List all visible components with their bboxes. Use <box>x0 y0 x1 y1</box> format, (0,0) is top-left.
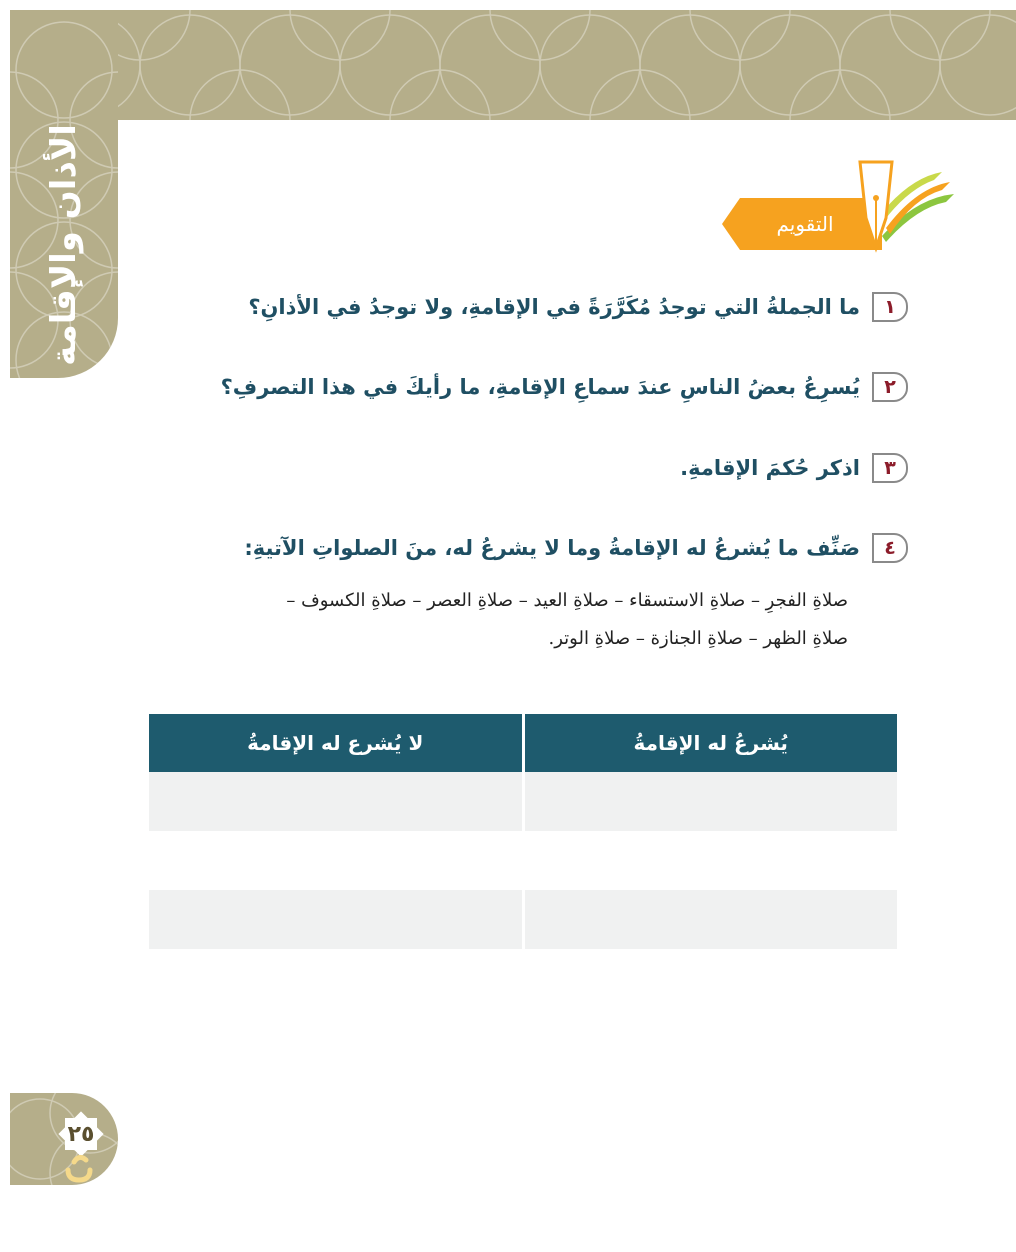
table-row <box>149 890 897 949</box>
question-number: ١ <box>872 292 908 322</box>
column-header-allowed: يُشرعُ له الإقامةُ <box>525 714 898 772</box>
answer-cell[interactable] <box>525 890 898 949</box>
page-number: ٢٥ <box>67 1121 95 1147</box>
answer-cell[interactable] <box>149 772 522 831</box>
answer-cell[interactable] <box>525 772 898 831</box>
question-number: ٣ <box>872 453 908 483</box>
column-header-not-allowed: لا يُشرع له الإقامةُ <box>149 714 522 772</box>
table-row <box>149 831 897 890</box>
table-row <box>149 772 897 831</box>
question-1 <box>248 292 908 322</box>
question-text: ما الجملةُ التي توجدُ مُكَرَّرَةً في الإقامةِ، ولا توجدُ في الأذانِ؟ <box>248 295 860 319</box>
question-number: ٤ <box>872 533 908 563</box>
chapter-title-text: الأذان والإقامة <box>44 124 84 366</box>
prayers-line-1: صلاةِ الفجرِ – صلاةِ الاستسقاء – صلاةِ العيد – صلاةِ العصر – صلاةِ الكسوف – <box>286 590 848 611</box>
question-2 <box>221 372 908 402</box>
question-number: ٢ <box>872 372 908 402</box>
question-4 <box>244 533 908 563</box>
section-label: التقويم <box>776 212 834 236</box>
answer-cell[interactable] <box>149 831 522 890</box>
chapter-title <box>10 120 118 370</box>
question-text: اذكر حُكمَ الإقامةِ. <box>680 456 860 480</box>
watermark-logo-icon <box>62 1150 96 1184</box>
prayers-line-2: صلاةِ الظهر – صلاةِ الجنازة – صلاةِ الوتر. <box>548 628 848 649</box>
answer-cell[interactable] <box>525 831 898 890</box>
prayers-list <box>148 582 848 658</box>
question-3 <box>680 453 908 483</box>
arabesque-pattern <box>10 10 1016 120</box>
classification-table <box>146 714 900 949</box>
question-text: صَنِّف ما يُشرعُ له الإقامةُ وما لا يشرعُ له، منَ الصلواتِ الآتيةِ: <box>244 536 860 560</box>
question-text: يُسرِعُ بعضُ الناسِ عندَ سماعِ الإقامةِ، ما رأيكَ في هذا التصرفِ؟ <box>220 375 860 399</box>
header-band <box>10 10 1016 120</box>
answer-cell[interactable] <box>149 890 522 949</box>
